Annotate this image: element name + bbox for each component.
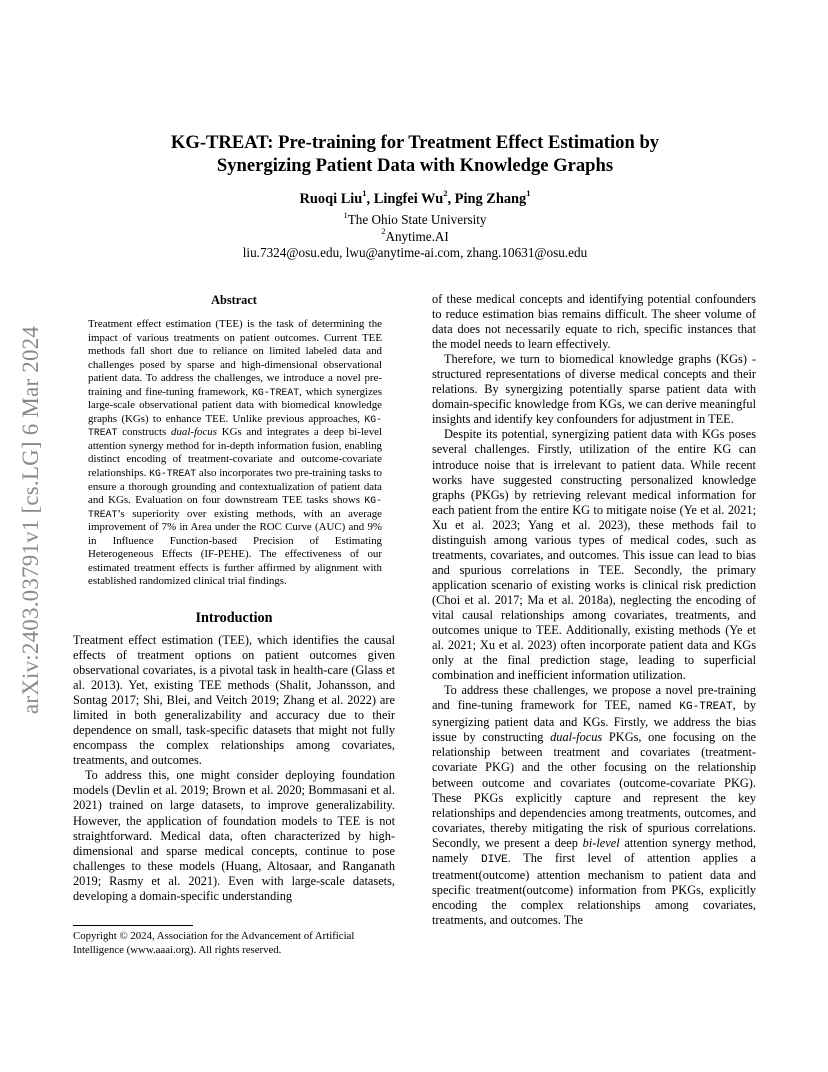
footnote-rule [73, 925, 193, 926]
method-name: KG-TREAT [252, 386, 300, 398]
author-name: Lingfei Wu [373, 191, 444, 207]
body-paragraph: Therefore, we turn to biomedical knowledge graphs (KGs) - structured representations of diverse medical concepts and their relations. By synergizing potentially sparse patient data with domain-specific knowledge from KGs, we can derive meaningful insights and identify key confounders for adjustment in TEE. [432, 352, 756, 427]
author-name: Ruoqi Liu [299, 191, 363, 207]
affiliation-mark: 2 [381, 226, 386, 237]
right-body [432, 292, 756, 928]
italic-term: dual-focus [171, 426, 217, 439]
affiliation-mark: 1 [362, 188, 367, 199]
author-emails: liu.7324@osu.edu, lwu@anytime-ai.com, zhang.10631@osu.edu [242, 245, 588, 260]
left-body [73, 633, 395, 904]
affiliation-list [100, 209, 730, 245]
method-name: KG-TREAT [679, 701, 733, 714]
affiliation-mark: 2 [443, 188, 448, 199]
body-paragraph: of these medical concepts and identifying potential confounders to reduce estimation bias remains difficult. The sheer volume of data does not necessarily equate to rich, specific instances that the model needs to learn effectively. [432, 292, 756, 352]
author-list: Ruoqi Liu$^1$, Lingfei Wu$^2$, Ping Zhang$^1$ [299, 188, 531, 207]
affiliation [100, 209, 730, 229]
title-line-2: Synergizing Patient Data with Knowledge Graphs [216, 155, 614, 176]
arxiv-watermark [13, 290, 49, 750]
author-name: Ping Zhang [454, 191, 527, 207]
method-name: KG-TREAT [149, 468, 197, 480]
italic-term: bi-level [582, 835, 620, 850]
arxiv-id: arXiv:2403.03791v1 [cs.LG] 6 Mar 2024 [18, 325, 43, 715]
affiliation-name: The Ohio State University [347, 212, 487, 227]
body-paragraph: Despite its potential, synergizing patient data with KGs poses several challenges. Firstly, utilization of the entire KG can introduce noise that is irrelevant to patient data. While recent works have suggested constructing personalized knowledge graphs (PKGs) by retrieving relevant medical information for each patient from the entire KG to mitigate noise (Ye et al. 2021; Xu et al. 2023; Yang et al. 2023), these methods fail to distinguish among various types of medical codes, such as treatments, covariates, and outcomes. This issue can lead to bias and spurious correlations in TEE. Secondly, the primary application scenario of existing works is clinical risk prediction (Choi et al. 2017; Ma et al. 2018a), neglecting the encoding of vital causal relationships among covariates, treatments, and outcomes unique to TEE. Additionally, existing methods (Ye et al. 2021; Xu et al. 2023) often incorporate patient data and KGs only at the final prediction stage, leading to superficial combination and inefficient information utilization. [432, 427, 756, 683]
affiliation-name: Anytime.AI [385, 228, 449, 244]
title-line-1: KG-TREAT: Pre-training for Treatment Effect Estimation by [170, 132, 660, 153]
abstract-heading: Abstract [211, 293, 257, 307]
introduction-heading: Introduction [195, 609, 273, 626]
paper-title [100, 131, 730, 177]
footnote-text: Copyright © 2024, Association for the Advancement of Artificial Intelligence (www.aaai.org). All rights reserved. [73, 930, 355, 956]
method-name: KG-TREAT [88, 413, 382, 439]
body-paragraph: Treatment effect estimation (TEE), which identifies the causal effects of treatment options on patient outcomes given observational covariates, is a pivotal task in health-care (Glass et al. 2013). Yet, existing TEE methods (Shalit, Johansson, and Sontag 2017; Shi, Blei, and Veitch 2019; Zhang et al. 2022) are limited in both generalizability and accuracy due to their dependence on small, task-specific datasets that might not fully encompass the complex relationships among covariates, treatments, and outcomes. [73, 632, 395, 768]
abstract-body: Treatment effect estimation (TEE) is the task of determining the impact of various treatments on patient outcomes. Current TEE methods fall short due to reliance on limited labeled data and challenges posed by sparse and high-dimensional observational patient data. To address the challenges, we introduce a novel pre-training and fine-tuning framework, KG-TREAT, which synergizes large-scale observational patient data with biomedical knowledge graphs (KGs) to enhance TEE. Unlike previous approaches, KG-TREAT constructs dual-focus KGs and integrates a deep bi-level attention synergy method for in-depth information fusion, enabling distinct encoding of treatment-covariate and outcome-covariate relationships. KG-TREAT also incorporates two pre-training tasks to ensure a thorough grounding and contextualization of patient data and KGs. Evaluation on four downstream TEE tasks shows KG-TREAT’s superiority over existing methods, with an average improvement of 7% in Area under the ROC Curve (AUC) and 9% in Influence Function-based Precision of Estimating Heterogeneous Effects (IF-PEHE). The effectiveness of our estimated treatment effects is further affirmed by alignment with established randomized clinical trial findings. [88, 318, 382, 588]
right-column [432, 292, 756, 928]
affiliation [100, 226, 730, 246]
body-paragraph: To address these challenges, we propose a novel pre-training and fine-tuning framework for TEE, named KG-TREAT, by synergizing patient data and KGs. Firstly, we address the bias issue by constructing dual-focus PKGs, one focusing on the relationship between treatment and covariates (treatment-covariate PKG) and the other focusing on the relationship between outcome and covariates (outcome-covariate PKG). These PKGs explicitly capture and represent the key relationships and dependencies among treatments, outcomes, and covariates, thereby mitigating the risk of spurious correlations. Secondly, we present a deep bi-level attention synergy method, namely DIVE. The first level of attention applies a treatment(outcome) attention mechanism to patient data and specific treatment(outcome) information from PKGs, explicitly encoding the complex relationships among covariates, treatments, and outcomes. The [432, 683, 756, 927]
method-name: DIVE [480, 853, 508, 866]
italic-term: dual-focus [550, 730, 603, 745]
left-column [73, 292, 395, 904]
affiliation-mark: 1 [526, 188, 531, 199]
body-paragraph: To address this, one might consider deploying foundation models (Devlin et al. 2019; Brown et al. 2020; Bommasani et al. 2021) trained on large datasets, to improve generalizability. However, the application of foundation models to TEE is not straightforward. Medical data, often characterized by high-dimensional and sparse medical concepts, continue to pose challenges to these models (Huang, Altosaar, and Ranganath 2019; Rasmy et al. 2021). Even with large-scale datasets, developing a domain-specific understanding [73, 768, 395, 903]
affiliation-mark: 1 [343, 209, 348, 220]
copyright-footnote [73, 925, 395, 957]
method-name: KG-TREAT [88, 495, 382, 520]
affiliations [100, 209, 730, 262]
